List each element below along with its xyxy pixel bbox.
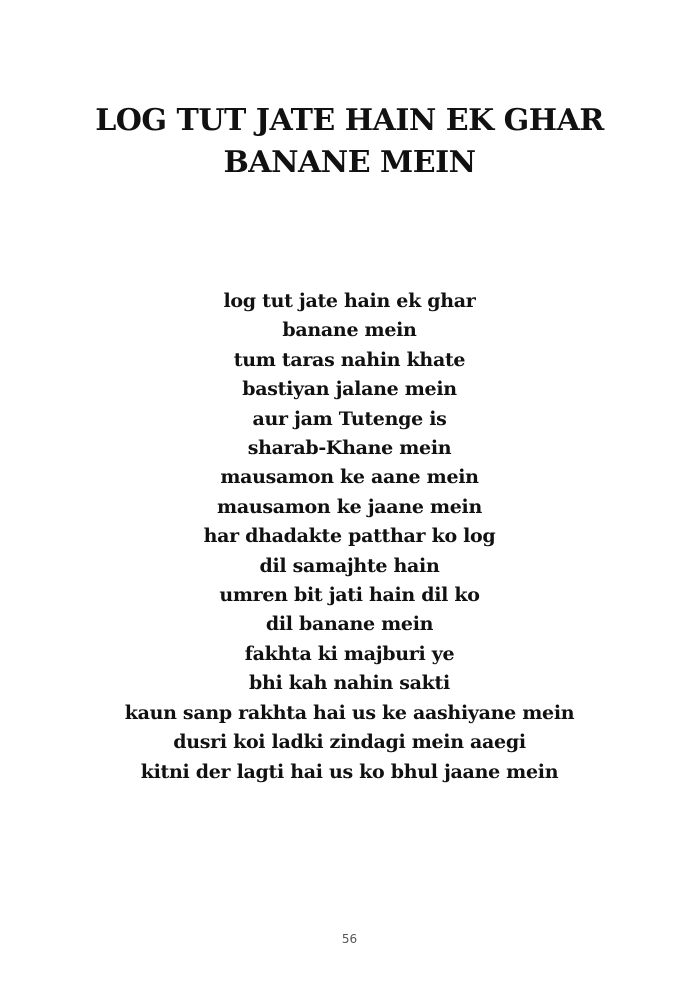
poem-line: umren bit jati hain dil ko <box>219 584 480 607</box>
poem-line: dil banane mein <box>265 613 434 636</box>
poem-line: aur jam Tutenge is <box>252 407 447 430</box>
poem-line: bastiyan jalane mein <box>242 378 457 401</box>
poem-line: sharab-Khane mein <box>247 437 452 460</box>
page-number: 56 <box>341 932 358 946</box>
poem-line: log tut jate hain ek ghar <box>223 290 476 312</box>
title-line-2: BANANE MEIN <box>223 145 476 180</box>
poem-line: bhi kah nahin sakti <box>249 672 450 695</box>
poem-line: banane mein <box>282 319 417 342</box>
poem-line: mausamon ke aane mein <box>220 466 479 489</box>
poem-line: tum taras nahin khate <box>233 348 466 371</box>
poem-line: mausamon ke jaane mein <box>217 495 482 518</box>
poem-title <box>0 100 699 184</box>
poem-body <box>0 287 699 787</box>
poem-line: fakhta ki majburi ye <box>244 642 455 665</box>
poem-line: dusri koi ladki zindagi mein aaegi <box>173 731 526 754</box>
poem-line: kitni der lagti hai us ko bhul jaane mein <box>140 760 559 783</box>
title-line-1: LOG TUT JATE HAIN EK GHAR <box>95 103 604 138</box>
poem-line: kaun sanp rakhta hai us ke aashiyane mein <box>124 701 575 724</box>
poem-line: har dhadakte patthar ko log <box>203 525 496 548</box>
poem-line: dil samajhte hain <box>259 554 440 577</box>
